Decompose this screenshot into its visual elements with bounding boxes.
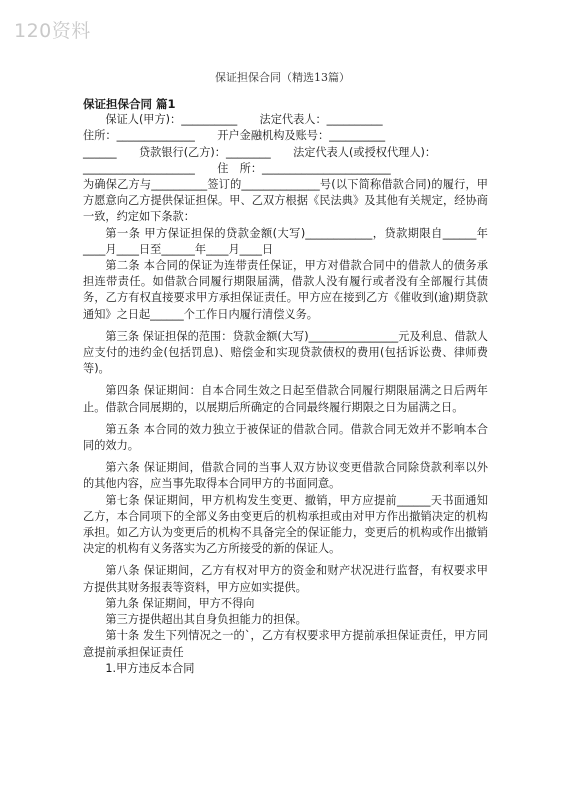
clause-5: 第五条 本合同的效力独立于被保证的借款合同。借款合同无效并不影响本合同的效力。 (83, 422, 488, 453)
clause-6: 第六条 保证期间，借款合同的当事人双方协议变更借款合同除贷款利率以外的其他内容，应当事先取得本合同甲方的书面同意。 (83, 461, 488, 491)
party-line: 保证人(甲方)：__________ 法定代表人：__________ (83, 113, 383, 127)
watermark-logo: 120资料 (14, 20, 91, 42)
clause-2: 第二条 本合同的保证为连带责任保证，甲方对借款合同中的借款人的债务承担连带责任。如借款合同履行期限届满，借款人没有履行或者没有全部履行其债务，乙方有权直接要求甲方承担保证责任。甲方应在接到乙方《催收到(逾)期贷款通知》之日起______个工作日内履行清偿义务。 (83, 259, 488, 321)
party-line: ______ 贷款银行(乙方)：________ 法定代表人(或授权代理人)： (83, 145, 437, 159)
clause-10: 第十条 发生下列情况之一的`，乙方有权要求甲方提前承担保证责任，甲方同意提前承担保证责任 (83, 629, 488, 659)
section-heading: 保证担保合同 篇1 (83, 97, 176, 111)
party-line: ____________________ 住 所：_______________________ (83, 161, 391, 175)
clause-4: 第四条 保证期间：自本合同生效之日起至借款合同履行期限届满之日后两年止。借款合同展期的，以展期后所确定的合同最终履行期限之日为届满之日。 (83, 384, 488, 414)
document-title: 保证担保合同（精选13篇） (215, 71, 350, 84)
party-info (83, 112, 488, 177)
clause-3: 第三条 保证担保的范围：贷款金额(大写)________________元及利息、借款人应支付的违约金(包括罚息)、赔偿金和实现贷款债权的费用(包括诉讼费、律师费等)。 (83, 329, 488, 376)
contract-body (83, 96, 488, 677)
party-line: 住所：______________ 开户金融机构及账号：__________ (83, 129, 386, 143)
clause-9-continued: 第三方提供超出其自身负担能力的担保。 (105, 613, 307, 627)
clause-7: 第七条 保证期间，甲方机构发生变更、撤销，甲方应提前______天书面通知乙方，本合同项下的全部义务由变更后的机构承担或由对甲方作出撤销决定的机构承担。如乙方认为变更后的机构不具备完全的保证能力，变更后的机构或作出撤销决定的机构有义务落实为乙方所接受的新的保证人。 (83, 493, 488, 556)
clause-10-item-1: 1.甲方违反本合同 (105, 661, 195, 675)
clause-8: 第八条 保证期间，乙方有权对甲方的资金和财产状况进行监督，有权要求甲方提供其财务报表等资料，甲方应如实提供。 (83, 564, 488, 594)
clause-1: 第一条 甲方保证担保的贷款金额(大写)____________，贷款期限自______年____月____日至______年____月____日 (83, 226, 488, 256)
clause-9: 第九条 保证期间，甲方不得向 (105, 596, 255, 610)
preamble-paragraph: 为确保乙方与__________签订的______________号(以下简称借款合同)的履行，甲方愿意向乙方提供保证担保。甲、乙双方根据《民法典》及其他有关规定，经协商一致，约定如下条款： (83, 178, 488, 224)
